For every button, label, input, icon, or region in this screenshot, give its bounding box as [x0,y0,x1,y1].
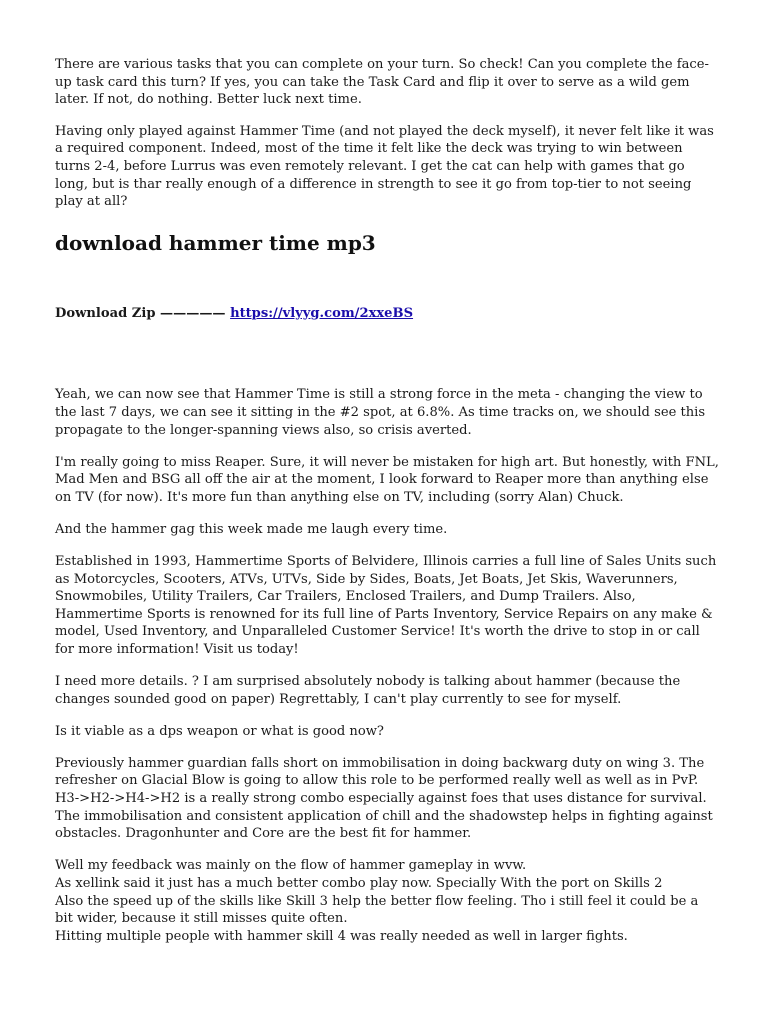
document-page [55,56,720,945]
download-label: Download Zip ————— [55,305,231,321]
page-heading: download hammer time mp3 [55,230,376,255]
paragraph-feedback [55,857,720,945]
paragraph-dps-question: Is it viable as a dps weapon or what is good now? [55,723,384,739]
paragraph-meta: Yeah, we can now see that Hammer Time is still a strong force in the meta - changing the view to the last 7 days, we can see it sitting in the #2 spot, at 6.8%. As time tracks on, we should see this propagate to the longer-spanning views also, so crisis averted. [55,387,706,438]
intro-paragraph-hammer-time: Having only played against Hammer Time (and not played the deck myself), it never felt like it was a required component. Indeed, most of the time it felt like the deck was trying to win between turns 2-4, before Lurrus was even remotely relevant. I get the cat can help with games that go long, but is thar really enough of a difference in strength to see it go from top-tier to not seeing play at all? [55,123,714,210]
feedback-line: Well my feedback was mainly on the flow of hammer gameplay in wvw. [55,858,527,874]
paragraph-guardian: Previously hammer guardian falls short on immobilisation in doing backwarg duty on wing 3. The refresher on Glacial Blow is going to allow this role to be performed really well as well as in PvP. H3->H2->H4->H2 is a really strong combo especially against foes that uses distance for survival. The immobilisation and consistent application of chill and the shadowstep helps in fighting against obstacles. Dragonhunter and Core are the best fit for hammer. [55,755,713,842]
feedback-line: As xellink said it just has a much better combo play now. Specially With the port on Skills 2 [55,875,663,891]
paragraph-hammertime-sports: Established in 1993, Hammertime Sports of Belvidere, Illinois carries a full line of Sales Units such as Motorcycles, Scooters, ATVs, UTVs, Side by Sides, Boats, Jet Boats, Jet Skis, Waverunners, Snowmobiles, Utility Trailers, Car Trailers, Enclosed Trailers, and Dump Trailers. Also, Hammertime Sports is renowned for its full line of Parts Inventory, Service Repairs on any make & model, Used Inventory, and Unparalleled Customer Service! It's worth the drive to stop in or call for more information! Visit us today! [55,554,717,657]
feedback-line: Hitting multiple people with hammer skill 4 was really needed as well in larger fights. [55,928,628,944]
paragraph-more-details: I need more details. ? I am surprised absolutely nobody is talking about hammer (because the changes sounded good on paper) Regrettably, I can't play currently to see for myself. [55,674,681,707]
download-link[interactable]: https://vlyyg.com/2xxeBS [230,305,414,321]
paragraph-reaper: I'm really going to miss Reaper. Sure, it will never be mistaken for high art. But honestly, with FNL, Mad Men and BSG all off the air at the moment, I look forward to Reaper more than anything else on TV (for now). It's more fun than anything else on TV, including (sorry Alan) Chuck. [55,454,719,505]
download-line [55,305,720,323]
feedback-line: Also the speed up of the skills like Skill 3 help the better flow feeling. Tho i still feel it could be a bit wider, because it still misses quite often. [55,893,699,927]
intro-paragraph-tasks: There are various tasks that you can complete on your turn. So check! Can you complete the face-up task card this turn? If yes, you can take the Task Card and flip it over to serve as a wild gem later. If not, do nothing. Better luck next time. [55,57,709,108]
paragraph-hammer-gag: And the hammer gag this week made me laugh every time. [55,521,448,537]
